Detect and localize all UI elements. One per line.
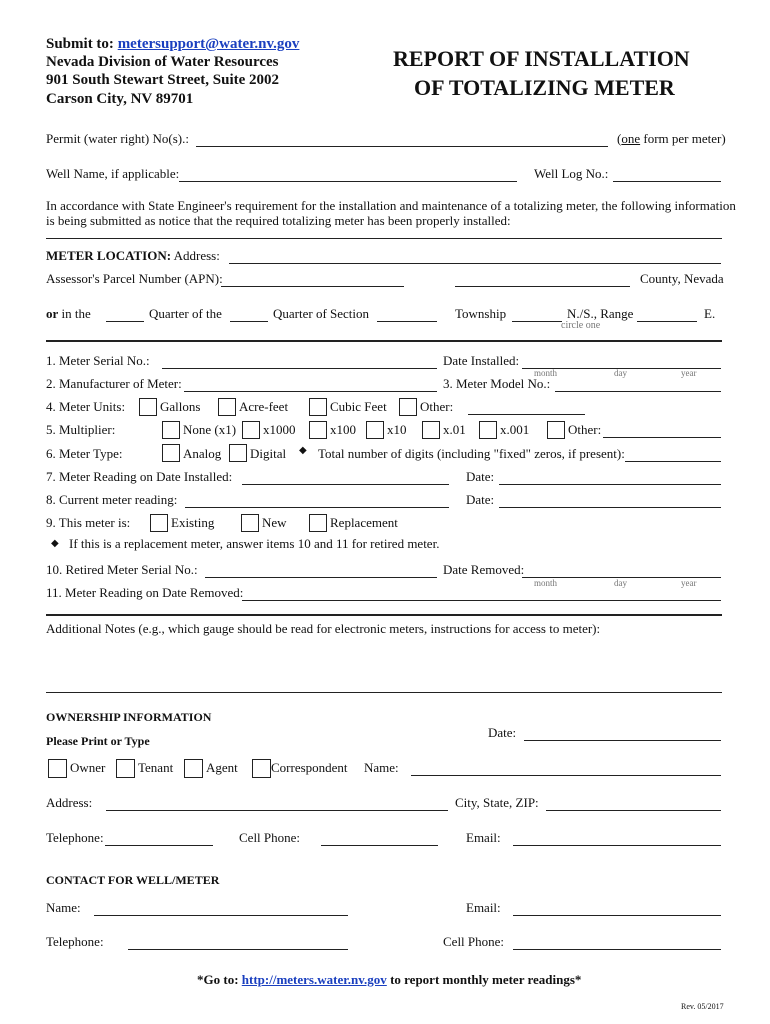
owner-email-field[interactable] xyxy=(513,845,721,846)
existing-label: Existing xyxy=(171,515,215,530)
township-label: Township xyxy=(455,306,507,321)
cubic-feet-checkbox[interactable] xyxy=(309,398,327,416)
county-label: County, Nevada xyxy=(640,271,724,286)
owner-checkbox[interactable] xyxy=(48,759,67,778)
notes-label: Additional Notes (e.g., which gauge should be read for electronic meters, instructions for access to meter): xyxy=(46,621,601,636)
intro-line-2: is being submitted as notice that the required totalizing meter has been properly installed: xyxy=(46,213,511,228)
replacement-label: Replacement xyxy=(330,515,398,530)
well-name-label: Well Name, if applicable: xyxy=(46,166,180,181)
divider xyxy=(46,614,722,616)
mult-none-label: None (x1) xyxy=(183,422,237,437)
permit-label: Permit (water right) No(s).: xyxy=(46,131,189,146)
owner-name-field[interactable] xyxy=(411,775,721,776)
replacement-note: If this is a replacement meter, answer items 10 and 11 for retired meter. xyxy=(69,536,440,551)
digits-label: Total number of digits (including "fixed" zeros, if present): xyxy=(318,446,625,461)
owner-telephone-label: Telephone: xyxy=(46,830,104,845)
permit-note-open: ( xyxy=(617,131,622,146)
year-hint: year xyxy=(681,368,697,378)
apn-field[interactable] xyxy=(221,286,404,287)
mult-x10-checkbox[interactable] xyxy=(366,421,384,439)
current-reading-date-field[interactable] xyxy=(499,507,721,508)
township-field[interactable] xyxy=(512,321,562,322)
digital-checkbox[interactable] xyxy=(229,444,247,462)
existing-checkbox[interactable] xyxy=(150,514,168,532)
contact-name-label: Name: xyxy=(46,900,81,915)
or-in-the xyxy=(46,306,91,322)
contact-telephone-label: Telephone: xyxy=(46,934,104,949)
tenant-checkbox[interactable] xyxy=(116,759,135,778)
mult-x01-checkbox[interactable] xyxy=(422,421,440,439)
contact-heading: CONTACT FOR WELL/METER xyxy=(46,873,220,887)
item-5-label: 5. Multiplier: xyxy=(46,422,116,437)
digits-field[interactable] xyxy=(625,461,721,462)
well-log-label: Well Log No.: xyxy=(534,166,609,181)
item-4-label: 4. Meter Units: xyxy=(46,399,126,414)
mult-x01-label: x.01 xyxy=(443,422,466,437)
agency-city: Carson City, NV 89701 xyxy=(46,91,194,107)
agent-checkbox[interactable] xyxy=(184,759,203,778)
analog-label: Analog xyxy=(183,446,222,461)
footer-line xyxy=(197,972,581,988)
quarter-field-2[interactable] xyxy=(230,321,268,322)
quarter-of-section-label: Quarter of Section xyxy=(273,306,370,321)
units-other-field[interactable] xyxy=(468,414,585,415)
item-2-label: 2. Manufacturer of Meter: xyxy=(46,376,182,391)
section-field[interactable] xyxy=(377,321,437,322)
range-field[interactable] xyxy=(637,321,697,322)
meters-link[interactable]: http://meters.water.nv.gov xyxy=(241,972,387,987)
divider xyxy=(46,238,722,239)
permit-note xyxy=(617,131,726,147)
notes-field[interactable] xyxy=(46,692,722,693)
divider xyxy=(46,340,722,342)
ownership-date-field[interactable] xyxy=(524,740,721,741)
submit-label: Submit to: xyxy=(46,36,114,52)
item-6-label: 6. Meter Type: xyxy=(46,446,123,461)
contact-cell-label: Cell Phone: xyxy=(443,934,505,949)
item-10-label: 10. Retired Meter Serial No.: xyxy=(46,562,198,577)
gallons-checkbox[interactable] xyxy=(139,398,157,416)
owner-cell-field[interactable] xyxy=(321,845,438,846)
retired-serial-field[interactable] xyxy=(205,577,437,578)
cubic-feet-label: Cubic Feet xyxy=(330,399,387,414)
day-hint: day xyxy=(614,578,627,588)
quarter-field-1[interactable] xyxy=(106,321,144,322)
item-8-date-label: Date: xyxy=(466,492,495,507)
submit-email-link[interactable]: metersupport@water.nv.gov xyxy=(117,36,300,52)
mult-x001-label: x.001 xyxy=(500,422,530,437)
in-the-label: in the xyxy=(61,306,91,321)
agent-label: Agent xyxy=(206,760,238,775)
ns-range-label: N./S., Range xyxy=(567,306,634,321)
contact-telephone-field[interactable] xyxy=(128,949,348,950)
mult-x100-label: x100 xyxy=(330,422,356,437)
acre-feet-label: Acre-feet xyxy=(239,399,289,414)
permit-field[interactable] xyxy=(196,146,608,147)
acre-feet-checkbox[interactable] xyxy=(218,398,236,416)
reading-installed-date-field[interactable] xyxy=(499,484,721,485)
mult-x10-label: x10 xyxy=(387,422,407,437)
year-hint: year xyxy=(681,578,697,588)
mult-other-checkbox[interactable] xyxy=(547,421,565,439)
item-11-label: 11. Meter Reading on Date Removed: xyxy=(46,585,244,600)
or-label: or xyxy=(46,306,59,321)
item-8-label: 8. Current meter reading: xyxy=(46,492,178,507)
ownership-subheading: Please Print or Type xyxy=(46,734,150,748)
month-hint: month xyxy=(534,578,558,588)
well-log-field[interactable] xyxy=(613,181,721,182)
mult-x1000-label: x1000 xyxy=(263,422,296,437)
mult-other-field[interactable] xyxy=(603,437,721,438)
month-hint: month xyxy=(534,368,558,378)
submit-line xyxy=(46,36,299,53)
owner-telephone-field[interactable] xyxy=(105,845,213,846)
new-checkbox[interactable] xyxy=(241,514,259,532)
meter-location-row xyxy=(46,248,220,264)
county-field[interactable] xyxy=(455,286,630,287)
diamond-bullet-icon: ◆ xyxy=(51,538,59,549)
item-1-label: 1. Meter Serial No.: xyxy=(46,353,150,368)
new-label: New xyxy=(262,515,287,530)
correspondent-checkbox[interactable] xyxy=(252,759,271,778)
reading-removed-field[interactable] xyxy=(242,600,721,601)
replacement-checkbox[interactable] xyxy=(309,514,327,532)
quarter-of-the-label: Quarter of the xyxy=(149,306,222,321)
intro-line-1: In accordance with State Engineer's requirement for the installation and maintenance of a totalizing meter, the following information xyxy=(46,198,736,213)
item-7-date-label: Date: xyxy=(466,469,495,484)
apn-label: Assessor's Parcel Number (APN): xyxy=(46,271,223,286)
day-hint: day xyxy=(614,368,627,378)
contact-email-label: Email: xyxy=(466,900,501,915)
analog-checkbox[interactable] xyxy=(162,444,180,462)
circle-one-hint: circle one xyxy=(561,320,601,331)
model-no-field[interactable] xyxy=(555,391,721,392)
owner-address-label: Address: xyxy=(46,795,93,810)
item-9-label: 9. This meter is: xyxy=(46,515,131,530)
meter-location-heading: METER LOCATION: xyxy=(46,248,172,263)
serial-no-field[interactable] xyxy=(162,368,437,369)
permit-note-one: one xyxy=(621,131,641,146)
location-address-label: Address: xyxy=(173,248,220,263)
item-7-label: 7. Meter Reading on Date Installed: xyxy=(46,469,233,484)
contact-cell-field[interactable] xyxy=(513,949,721,950)
ownership-date-label: Date: xyxy=(488,725,517,740)
units-other-label: Other: xyxy=(420,399,454,414)
item-3-label: 3. Meter Model No.: xyxy=(443,376,551,391)
revision-label: Rev. 05/2017 xyxy=(681,1002,724,1011)
location-address-field[interactable] xyxy=(229,263,721,264)
well-name-field[interactable] xyxy=(179,181,517,182)
owner-cell-label: Cell Phone: xyxy=(239,830,301,845)
digital-label: Digital xyxy=(250,446,287,461)
agency-name: Nevada Division of Water Resources xyxy=(46,54,279,70)
current-reading-field[interactable] xyxy=(185,507,449,508)
correspondent-label: Correspondent xyxy=(271,760,348,775)
owner-label: Owner xyxy=(70,760,106,775)
reading-installed-field[interactable] xyxy=(242,484,449,485)
diamond-bullet-icon: ◆ xyxy=(299,445,307,456)
ownership-heading: OWNERSHIP INFORMATION xyxy=(46,710,212,724)
footer-goto: *Go to: xyxy=(197,972,239,987)
gallons-label: Gallons xyxy=(160,399,201,414)
owner-city-field[interactable] xyxy=(546,810,721,811)
mult-x1000-checkbox[interactable] xyxy=(242,421,260,439)
mult-other-label: Other: xyxy=(568,422,602,437)
mult-none-checkbox[interactable] xyxy=(162,421,180,439)
form-title-line1: REPORT OF INSTALLATION xyxy=(393,46,690,71)
form-title-line2: OF TOTALIZING METER xyxy=(414,75,675,100)
owner-email-label: Email: xyxy=(466,830,501,845)
permit-note-rest: form per meter) xyxy=(640,131,726,146)
contact-name-field[interactable] xyxy=(94,915,348,916)
mult-x100-checkbox[interactable] xyxy=(309,421,327,439)
mult-x001-checkbox[interactable] xyxy=(479,421,497,439)
date-installed-label: Date Installed: xyxy=(443,353,520,368)
manufacturer-field[interactable] xyxy=(184,391,437,392)
units-other-checkbox[interactable] xyxy=(399,398,417,416)
owner-name-label: Name: xyxy=(364,760,399,775)
owner-address-field[interactable] xyxy=(106,810,448,811)
date-removed-label: Date Removed: xyxy=(443,562,525,577)
agency-street: 901 South Stewart Street, Suite 2002 xyxy=(46,72,280,88)
owner-city-label: City, State, ZIP: xyxy=(455,795,539,810)
tenant-label: Tenant xyxy=(138,760,174,775)
east-label: E. xyxy=(704,306,716,321)
footer-rest: to report monthly meter readings* xyxy=(390,972,582,987)
contact-email-field[interactable] xyxy=(513,915,721,916)
